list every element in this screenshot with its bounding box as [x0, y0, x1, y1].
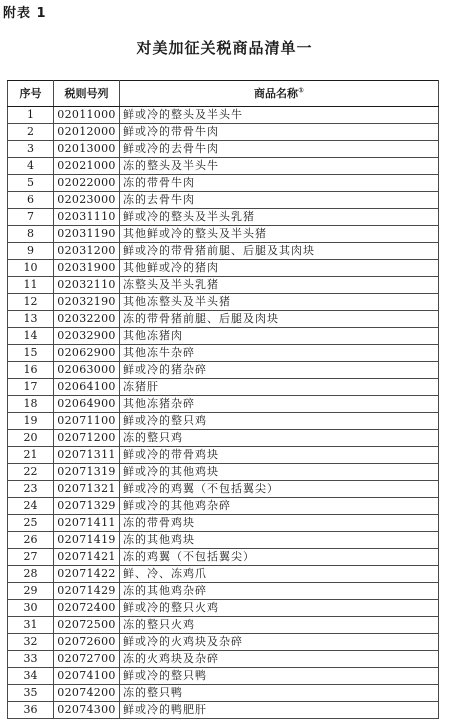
- tariff-list-table: [7, 80, 439, 719]
- serial-cell: 21: [8, 447, 54, 464]
- product-name-cell: 其他鲜或冷的整头及半头猪: [120, 226, 439, 243]
- tariff-code-cell: 02074300: [54, 702, 120, 719]
- table-row: [8, 107, 439, 124]
- serial-cell: 3: [8, 141, 54, 158]
- product-name-cell: 冻的整头及半头牛: [120, 158, 439, 175]
- serial-cell: 19: [8, 413, 54, 430]
- tariff-code-cell: 02074200: [54, 685, 120, 702]
- product-name-cell: 冻整头及半头乳猪: [120, 277, 439, 294]
- serial-cell: 7: [8, 209, 54, 226]
- table-row: [8, 158, 439, 175]
- serial-cell: 5: [8, 175, 54, 192]
- header-serial: 序号: [8, 81, 54, 107]
- serial-cell: 14: [8, 328, 54, 345]
- serial-cell: 27: [8, 549, 54, 566]
- tariff-code-cell: 02022000: [54, 175, 120, 192]
- tariff-code-cell: 02032190: [54, 294, 120, 311]
- table-row: [8, 430, 439, 447]
- tariff-code-cell: 02074100: [54, 668, 120, 685]
- tariff-code-cell: 02064100: [54, 379, 120, 396]
- table-row: [8, 209, 439, 226]
- product-name-cell: 冻的整只鸡: [120, 430, 439, 447]
- tariff-code-cell: 02062900: [54, 345, 120, 362]
- tariff-code-cell: 02071329: [54, 498, 120, 515]
- tariff-code-cell: 02064900: [54, 396, 120, 413]
- tariff-code-cell: 02071429: [54, 583, 120, 600]
- tariff-code-cell: 02013000: [54, 141, 120, 158]
- tariff-code-cell: 02032110: [54, 277, 120, 294]
- serial-cell: 1: [8, 107, 54, 124]
- table-row: [8, 617, 439, 634]
- product-name-cell: 鲜或冷的带骨鸡块: [120, 447, 439, 464]
- product-name-cell: 冻的其他鸡块: [120, 532, 439, 549]
- tariff-code-cell: 02071421: [54, 549, 120, 566]
- table-row: [8, 192, 439, 209]
- product-name-cell: 其他冻牛杂碎: [120, 345, 439, 362]
- product-name-cell: 冻猪肝: [120, 379, 439, 396]
- product-name-cell: 冻的鸡翼（不包括翼尖）: [120, 549, 439, 566]
- table-row: [8, 549, 439, 566]
- product-name-cell: 其他冻猪肉: [120, 328, 439, 345]
- tariff-code-cell: 02071321: [54, 481, 120, 498]
- product-name-cell: 鲜或冷的整只鸡: [120, 413, 439, 430]
- table-row: [8, 668, 439, 685]
- product-name-cell: 冻的去骨牛肉: [120, 192, 439, 209]
- table-row: [8, 651, 439, 668]
- serial-cell: 11: [8, 277, 54, 294]
- serial-cell: 30: [8, 600, 54, 617]
- serial-cell: 32: [8, 634, 54, 651]
- serial-cell: 9: [8, 243, 54, 260]
- table-row: [8, 413, 439, 430]
- tariff-code-cell: 02071419: [54, 532, 120, 549]
- serial-cell: 2: [8, 124, 54, 141]
- tariff-code-cell: 02072600: [54, 634, 120, 651]
- serial-cell: 35: [8, 685, 54, 702]
- table-row: [8, 345, 439, 362]
- tariff-code-cell: 02031110: [54, 209, 120, 226]
- product-name-cell: 冻的带骨牛肉: [120, 175, 439, 192]
- table-row: [8, 277, 439, 294]
- document-title: 对美加征关税商品清单一: [136, 39, 313, 57]
- product-name-cell: 其他鲜或冷的猪肉: [120, 260, 439, 277]
- product-name-cell: 鲜或冷的鸭肥肝: [120, 702, 439, 719]
- serial-cell: 33: [8, 651, 54, 668]
- table-header-row: [8, 81, 439, 107]
- tariff-code-cell: 02072500: [54, 617, 120, 634]
- table-row: [8, 481, 439, 498]
- serial-cell: 29: [8, 583, 54, 600]
- table-row: [8, 379, 439, 396]
- header-tariff-code: 税则号列: [54, 81, 120, 107]
- table-row: [8, 600, 439, 617]
- product-name-cell: 鲜或冷的整头及半头牛: [120, 107, 439, 124]
- tariff-code-cell: 02023000: [54, 192, 120, 209]
- product-name-cell: 冻的火鸡块及杂碎: [120, 651, 439, 668]
- serial-cell: 15: [8, 345, 54, 362]
- product-name-cell: 冻的其他鸡杂碎: [120, 583, 439, 600]
- product-name-cell: 其他冻整头及半头猪: [120, 294, 439, 311]
- annex-label: 附表 1: [3, 6, 47, 21]
- table-row: [8, 328, 439, 345]
- product-name-cell: 鲜或冷的鸡翼（不包括翼尖）: [120, 481, 439, 498]
- tariff-code-cell: 02071311: [54, 447, 120, 464]
- tariff-code-cell: 02031190: [54, 226, 120, 243]
- serial-cell: 23: [8, 481, 54, 498]
- table-row: [8, 583, 439, 600]
- serial-cell: 16: [8, 362, 54, 379]
- product-name-cell: 冻的带骨鸡块: [120, 515, 439, 532]
- table-row: [8, 685, 439, 702]
- table-row: [8, 124, 439, 141]
- header-footnote-mark: ①: [298, 86, 304, 95]
- product-name-cell: 鲜或冷的其他鸡杂碎: [120, 498, 439, 515]
- serial-cell: 22: [8, 464, 54, 481]
- tariff-code-cell: 02071411: [54, 515, 120, 532]
- tariff-code-cell: 02071200: [54, 430, 120, 447]
- serial-cell: 26: [8, 532, 54, 549]
- serial-cell: 10: [8, 260, 54, 277]
- tariff-code-cell: 02021000: [54, 158, 120, 175]
- serial-cell: 6: [8, 192, 54, 209]
- table-row: [8, 532, 439, 549]
- product-name-cell: 冻的整只火鸡: [120, 617, 439, 634]
- table-header: [8, 81, 439, 107]
- serial-cell: 18: [8, 396, 54, 413]
- table-row: [8, 464, 439, 481]
- product-name-cell: 鲜或冷的整头及半头乳猪: [120, 209, 439, 226]
- table-row: [8, 702, 439, 719]
- header-product-name: [120, 81, 439, 107]
- tariff-code-cell: 02011000: [54, 107, 120, 124]
- table-row: [8, 141, 439, 158]
- tariff-code-cell: 02031200: [54, 243, 120, 260]
- serial-cell: 24: [8, 498, 54, 515]
- product-name-cell: 冻的整只鸭: [120, 685, 439, 702]
- header-product-name-text: 商品名称: [254, 87, 299, 100]
- table-row: [8, 362, 439, 379]
- table-row: [8, 260, 439, 277]
- product-name-cell: 鲜或冷的其他鸡块: [120, 464, 439, 481]
- product-name-cell: 冻的带骨猪前腿、后腿及肉块: [120, 311, 439, 328]
- product-name-cell: 鲜或冷的猪杂碎: [120, 362, 439, 379]
- serial-cell: 17: [8, 379, 54, 396]
- serial-cell: 31: [8, 617, 54, 634]
- serial-cell: 8: [8, 226, 54, 243]
- table-row: [8, 243, 439, 260]
- serial-cell: 28: [8, 566, 54, 583]
- serial-cell: 4: [8, 158, 54, 175]
- table-row: [8, 311, 439, 328]
- product-name-cell: 鲜或冷的火鸡块及杂碎: [120, 634, 439, 651]
- product-name-cell: 鲜或冷的带骨猪前腿、后腿及其肉块: [120, 243, 439, 260]
- tariff-code-cell: 02032900: [54, 328, 120, 345]
- table-row: [8, 498, 439, 515]
- table-row: [8, 226, 439, 243]
- serial-cell: 12: [8, 294, 54, 311]
- product-name-cell: 鲜或冷的去骨牛肉: [120, 141, 439, 158]
- tariff-code-cell: 02071100: [54, 413, 120, 430]
- serial-cell: 36: [8, 702, 54, 719]
- serial-cell: 25: [8, 515, 54, 532]
- tariff-code-cell: 02032200: [54, 311, 120, 328]
- tariff-code-cell: 02063000: [54, 362, 120, 379]
- table-row: [8, 396, 439, 413]
- tariff-code-cell: 02031900: [54, 260, 120, 277]
- table-row: [8, 447, 439, 464]
- serial-cell: 34: [8, 668, 54, 685]
- table-row: [8, 294, 439, 311]
- table-row: [8, 175, 439, 192]
- tariff-code-cell: 02071319: [54, 464, 120, 481]
- product-name-cell: 鲜或冷的整只火鸡: [120, 600, 439, 617]
- product-name-cell: 鲜、冷、冻鸡爪: [120, 566, 439, 583]
- table-body: [8, 107, 439, 719]
- tariff-code-cell: 02071422: [54, 566, 120, 583]
- serial-cell: 13: [8, 311, 54, 328]
- product-name-cell: 鲜或冷的整只鸭: [120, 668, 439, 685]
- table-row: [8, 566, 439, 583]
- table-row: [8, 515, 439, 532]
- tariff-code-cell: 02012000: [54, 124, 120, 141]
- tariff-code-cell: 02072400: [54, 600, 120, 617]
- tariff-code-cell: 02072700: [54, 651, 120, 668]
- table-row: [8, 634, 439, 651]
- product-name-cell: 鲜或冷的带骨牛肉: [120, 124, 439, 141]
- serial-cell: 20: [8, 430, 54, 447]
- product-name-cell: 其他冻猪杂碎: [120, 396, 439, 413]
